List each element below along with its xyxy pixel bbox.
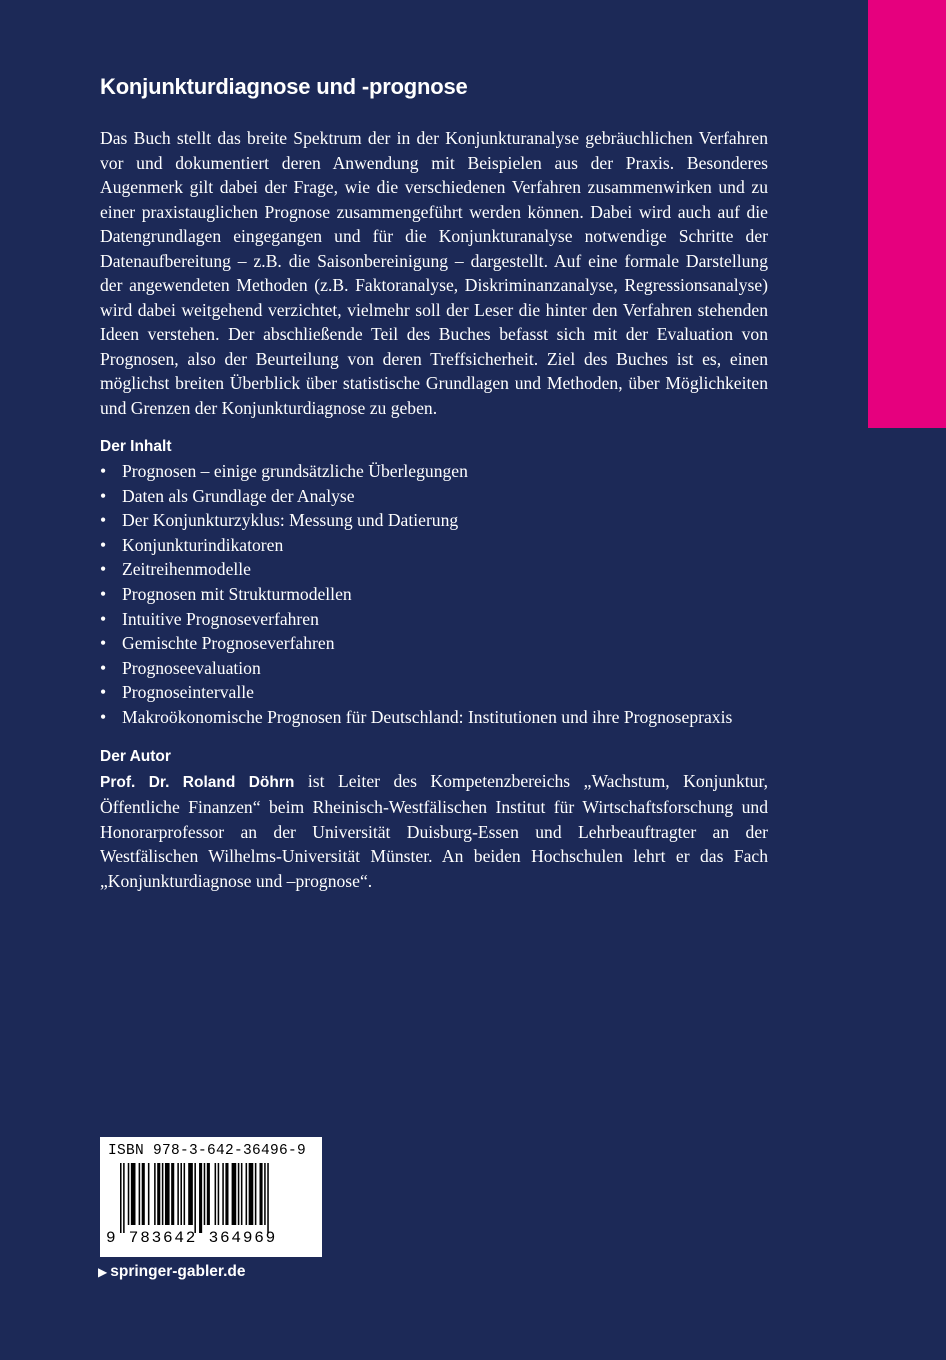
play-arrow-icon: ▶: [98, 1265, 108, 1279]
list-item: • Intuitive Prognoseverfahren: [100, 607, 768, 632]
barcode-bars: [100, 1163, 322, 1233]
publisher-url: springer-gabler.de: [110, 1263, 246, 1280]
list-item: • Makroökonomische Prognosen für Deutschland: Institutionen und ihre Prognosepraxis: [100, 705, 768, 730]
back-cover-content: [100, 74, 768, 893]
list-item: • Zeitreihenmodelle: [100, 557, 768, 582]
isbn-barcode: [100, 1137, 322, 1257]
book-title: Konjunkturdiagnose und -prognose: [100, 74, 468, 99]
author-heading: Der Autor: [100, 747, 171, 765]
list-item: • Gemischte Prognoseverfahren: [100, 631, 768, 656]
contents-list: [100, 459, 768, 730]
list-item: • Prognoseevaluation: [100, 656, 768, 681]
list-item: • Daten als Grundlage der Analyse: [100, 484, 768, 509]
list-item: • Der Konjunkturzyklus: Messung und Datierung: [100, 508, 768, 533]
publisher-link[interactable]: [98, 1263, 245, 1281]
contents-heading: Der Inhalt: [100, 438, 172, 455]
author-bio-paragraph: [100, 769, 768, 894]
pink-accent-bar: [868, 0, 946, 428]
list-item: • Konjunkturindikatoren: [100, 533, 768, 558]
barcode-digits: 9 783642 364969: [106, 1229, 278, 1247]
list-item: • Prognosen – einige grundsätzliche Überlegungen: [100, 459, 768, 484]
author-bio: ist Leiter des Kompetenzbereichs „Wachstum, Konjunktur, Öffentliche Finanzen“ beim Rheinisch-Westfälischen Institut für Wirtschaftsforschung und Honorarprofessor an der Universität Duisburg-Essen und Lehrbeauftragter an der Westfälischen Wilhelms-Universität Münster. An beiden Hochschulen lehrt er das Fach „Konjunkturdiagnose und –prognose“.: [100, 770, 768, 891]
author-name: Prof. Dr. Roland Döhrn: [100, 773, 295, 791]
list-item: • Prognosen mit Strukturmodellen: [100, 582, 768, 607]
book-description: Das Buch stellt das breite Spektrum der in der Konjunkturanalyse gebräuchlichen Verfahren vor und dokumentiert deren Anwendung mit Beispielen aus der Praxis. Besonderes Augenmerk gilt dabei der Frage, wie die verschiedenen Verfahren zusammenwirken und zu einer praxistauglichen Prognose zusammengeführt werden können. Dabei wird auch auf die Datengrundlagen eingegangen und für die Konjunkturanalyse notwendige Schritte der Datenaufbereitung – z.B. die Saisonbereinigung – dargestellt. Auf eine formale Darstellung der angewendeten Methoden (z.B. Faktoranalyse, Diskriminanzanalyse, Regressionsanalyse) wird dabei weitgehend verzichtet, vielmehr soll der Leser die hinter den Verfahren stehenden Ideen verstehen. Der abschließende Teil des Buches befasst sich mit der Evaluation von Prognosen, also der Beurteilung von deren Treffsicherheit. Ziel des Buches ist es, einen möglichst breiten Überblick über statistische Grundlagen und Methoden, über Möglichkeiten und Grenzen der Konjunkturdiagnose zu geben.: [100, 128, 768, 418]
list-item: • Prognoseintervalle: [100, 680, 768, 705]
isbn-label: ISBN 978-3-642-36496-9: [108, 1143, 307, 1159]
